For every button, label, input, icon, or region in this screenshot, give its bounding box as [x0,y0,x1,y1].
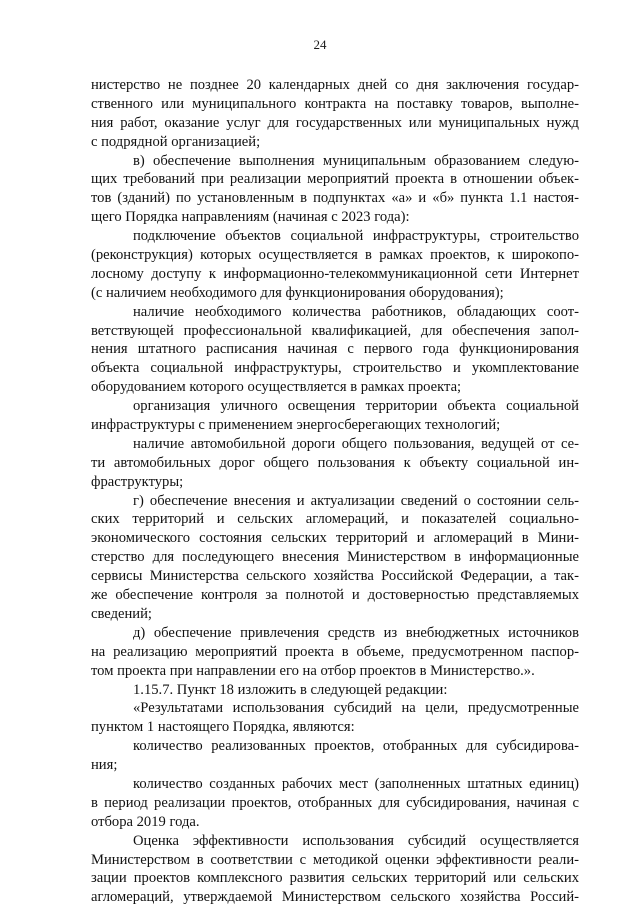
text-line: пунктом 1 настоящего Порядка, являются: [91,719,355,736]
text-line: тов (зданий) по установленным в подпунктах «а» и «б» пункта 1.1 настоя- [91,190,579,207]
text-line: лосному доступу к информационно-телекоммуникационной сети Интернет [91,265,579,282]
text-line: ния; [91,757,118,774]
text-line: «Результатами использования субсидий на цели, предусмотренные [133,700,579,717]
text-line: сведений; [91,605,152,622]
text-line: в период реализации проектов, отобранных для субсидирования, начиная с [91,794,579,811]
text-line: щих требований при реализации мероприятий проекта в отношении объек- [91,171,579,188]
text-line: нения штатного расписания начиная с первого года функционирования [91,341,579,358]
text-line: стерство для последующего внесения Министерством в информационные [91,549,579,566]
text-line: 1.15.7. Пункт 18 изложить в следующей редакции: [133,681,448,698]
text-line: экономического состояния сельских территорий и агломераций в Мини- [91,530,579,547]
text-line: (реконструкция) которых осуществляется в рамках проектов, к широкопо- [91,247,579,264]
text-line: ния работ, оказание услуг для государственных или муниципальных нужд [91,114,579,131]
text-line: фраструктуры; [91,473,184,490]
text-line: ветствующей профессиональной квалификацией, для обеспечения запол- [91,322,579,339]
text-line: количество созданных рабочих мест (заполненных штатных единиц) [133,775,579,792]
text-line: (с наличием необходимого для функционирования оборудования); [91,284,504,301]
text-line: г) обеспечение внесения и актуализации сведений о состоянии сель- [133,492,579,509]
body-text [91,76,579,907]
text-line: оборудованием которого осуществляется в рамках проекта; [91,379,462,396]
text-line: Министерством в соответствии с методикой оценки эффективности реали- [91,851,579,868]
text-line: организация уличного освещения территории объекта социальной [133,398,579,415]
text-line: количество реализованных проектов, отобранных для субсидирова- [133,738,579,755]
text-line: д) обеспечение привлечения средств из внебюджетных источников [133,624,579,641]
text-line: нистерство не позднее 20 календарных дней со дня заключения государ- [91,77,579,93]
text-line: зации проектов комплексного развития сельских территорий или сельских [91,870,579,887]
text-line: инфраструктуры с применением энергосберегающих технологий; [91,417,501,434]
text-line: ских территорий и сельских агломераций, и показателей социально- [91,511,579,528]
text-line: в) обеспечение выполнения муниципальным образованием следую- [133,152,579,169]
text-line: объекта социальной инфраструктуры, строительство и укомплектование [91,360,579,377]
text-line: ственного или муниципального контракта на поставку товаров, выполне- [91,95,579,112]
text-line: сервисы Министерства сельского хозяйства Российской Федерации, а так- [91,568,579,585]
text-line: отбора 2019 года. [91,813,200,830]
text-line: Оценка эффективности использования субсидий осуществляется [133,832,579,849]
text-line: агломераций, утверждаемой Министерством сельского хозяйства Россий- [91,889,579,906]
page-number: 24 [313,37,327,52]
text-line: ти автомобильных дорог общего пользования к объекту социальной ин- [91,454,579,471]
text-line: подключение объектов социальной инфраструктуры, строительство [133,228,579,245]
text-line: том проекта при направлении его на отбор проектов в Министерство.». [91,662,535,679]
text-line: наличие необходимого количества работников, обладающих соот- [133,303,579,320]
text-line: щего Порядка направлениям (начиная с 2023 года): [91,209,410,226]
text-line: с подрядной организацией; [91,133,261,150]
text-line: наличие автомобильной дороги общего пользования, ведущей от се- [133,435,579,452]
text-line: на реализацию мероприятий проекта в объеме, предусмотренном паспор- [91,643,579,660]
text-line: же обеспечение контроля за полнотой и достоверностью представляемых [91,587,579,604]
